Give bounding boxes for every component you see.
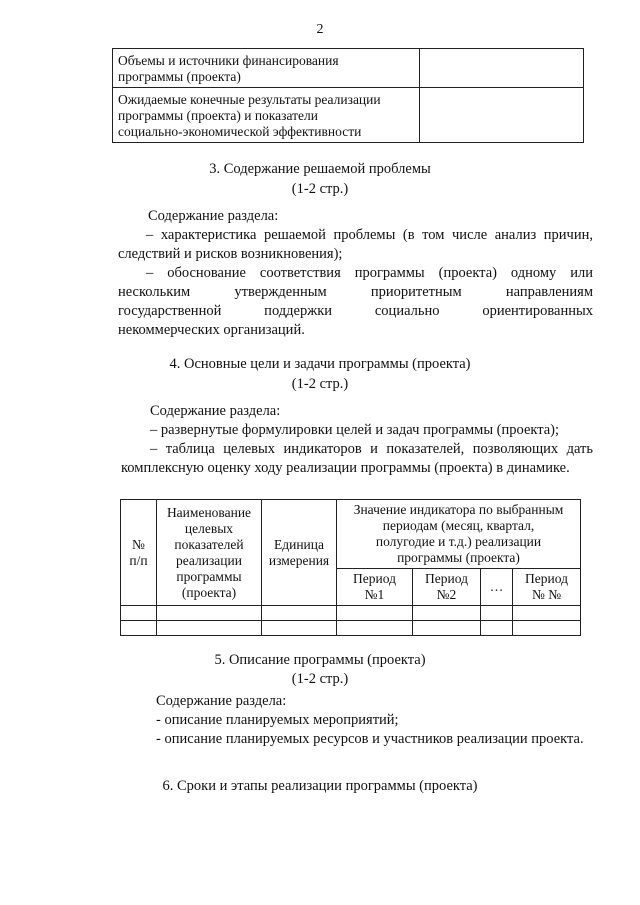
header-indicator-value: Значение индикатора по выбранным периодам (месяц, квартал, полугодие и т.д.) реализации программы (проекта) (337, 500, 581, 569)
section6-title: 6. Сроки и этапы реализации программы (проекта) (162, 778, 478, 794)
section3-item1-line2: следствий и рисков возникновения); (118, 246, 343, 262)
section3-item2-line1: – обоснование соответствия программы (проекта) одному или (146, 265, 593, 281)
section4-item1: – развернутые формулировки целей и задач программы (проекта); (150, 422, 560, 438)
table-row (113, 49, 584, 88)
table-row (121, 621, 581, 636)
section5-pages: (1-2 стр.) (291, 671, 349, 687)
section5-intro: Содержание раздела: (156, 693, 287, 709)
section3-pages: (1-2 стр.) (291, 181, 349, 197)
table-cell-label: Объемы и источники финансирования программы (проекта) (113, 49, 420, 88)
header-num: № п/п (121, 500, 157, 606)
header-unit: Единица измерения (262, 500, 337, 606)
section3-item2-line2: нескольким утвержденным приоритетным направлениям (118, 284, 593, 300)
table-header-row (121, 500, 581, 569)
table-row (121, 606, 581, 621)
table-cell-value (420, 49, 584, 88)
funding-results-table (112, 48, 584, 143)
section3-item2-line3: государственной поддержки социально ориентированных (118, 303, 593, 319)
page-number: 2 (316, 22, 324, 37)
section3-item2-line4: некоммерческих организаций. (118, 322, 305, 338)
header-period-2: Период №2 (413, 569, 481, 606)
section3-intro: Содержание раздела: (148, 208, 279, 224)
section4-pages: (1-2 стр.) (291, 376, 349, 392)
indicator-table (120, 499, 581, 636)
section4-item2-line2: комплексную оценку ходу реализации программы (проекта) в динамике. (121, 460, 570, 476)
section3-item1-line1: – характеристика решаемой проблемы (в том числе анализ причин, (146, 227, 593, 243)
header-period-1: Период №1 (337, 569, 413, 606)
table-cell-value (420, 88, 584, 143)
section4-intro: Содержание раздела: (150, 403, 281, 419)
section4-title: 4. Основные цели и задачи программы (проекта) (169, 356, 471, 372)
section4-item2-line1: – таблица целевых индикаторов и показателей, позволяющих дать (150, 441, 593, 457)
header-indicator-name: Наименование целевых показателей реализации программы (проекта) (157, 500, 262, 606)
table-row (113, 88, 584, 143)
header-period-n: Период № № (513, 569, 581, 606)
section5-item2: - описание планируемых ресурсов и участников реализации проекта. (156, 731, 584, 747)
section5-title: 5. Описание программы (проекта) (214, 652, 426, 668)
table-cell-label: Ожидаемые конечные результаты реализации программы (проекта) и показатели социально-экономической эффективности (113, 88, 420, 143)
section5-item1: - описание планируемых мероприятий; (156, 712, 399, 728)
section3-title: 3. Содержание решаемой проблемы (209, 161, 431, 177)
header-period-ellipsis: … (481, 569, 513, 606)
